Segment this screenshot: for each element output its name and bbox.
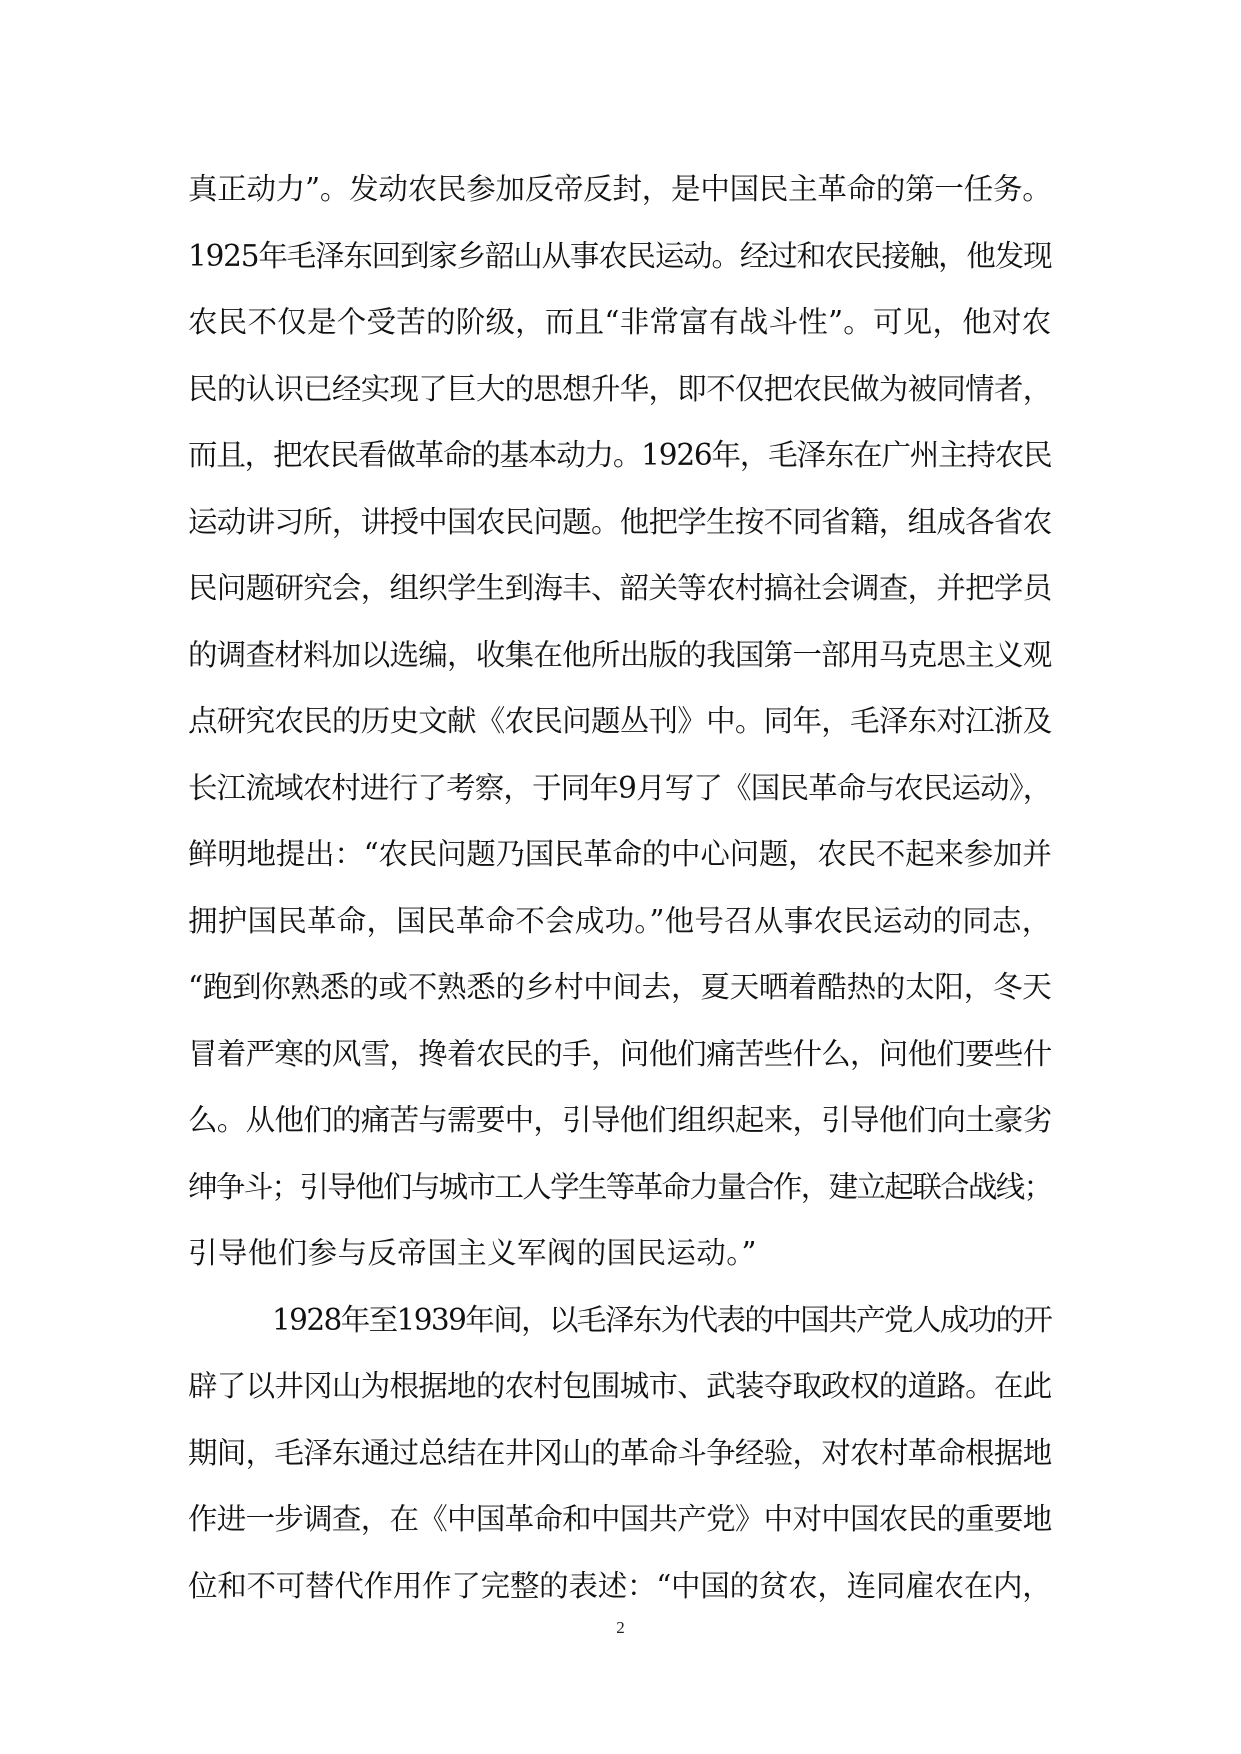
text-line: 拥护国民革命，国民革命不会成功。”他号召从事农民运动的同志， — [188, 903, 1052, 938]
text-line: “跑到你熟悉的或不熟悉的乡村中间去，夏天晒着酷热的太阳，冬天 — [188, 970, 1052, 1004]
paragraph — [188, 156, 1053, 1287]
page-number: 2 — [616, 1618, 625, 1637]
text-line: 1925年毛泽东回到家乡韶山从事农民运动。经过和农民接触，他发现 — [188, 238, 1052, 273]
text-line: 辟了以井冈山为根据地的农村包围城市、武装夺取政权的道路。在此 — [188, 1369, 1052, 1403]
text-line: 长江流域农村进行了考察，于同年9月写了《国民革命与农民运动》， — [188, 770, 1052, 805]
text-line: 冒着严寒的风雪，搀着农民的手，问他们痛苦些什么，问他们要些什 — [188, 1036, 1052, 1071]
paragraph — [188, 1287, 1053, 1620]
text-line: 民的认识已经实现了巨大的思想升华，即不仅把农民做为被同情者， — [188, 371, 1052, 406]
text-line: 期间，毛泽东通过总结在井冈山的革命斗争经验，对农村革命根据地 — [188, 1435, 1052, 1470]
text-line: 绅争斗；引导他们与城市工人学生等革命力量合作，建立起联合战线； — [188, 1169, 1052, 1204]
text-line: 位和不可替代作用作了完整的表述：“中国的贫农，连同雇农在内， — [188, 1568, 1052, 1603]
text-line: 运动讲习所，讲授中国农民问题。他把学生按不同省籍，组成各省农 — [188, 504, 1052, 539]
text-line: 农民不仅是个受苦的阶级，而且“非常富有战斗性”。可见，他对农 — [188, 305, 1052, 339]
text-line: 民问题研究会，组织学生到海丰、韶关等农村搞社会调查，并把学员 — [188, 571, 1052, 605]
text-line: 作进一步调查，在《中国革命和中国共产党》中对中国农民的重要地 — [188, 1502, 1052, 1536]
text-line: 1928年至1939年间，以毛泽东为代表的中国共产党人成功的开 — [272, 1302, 1052, 1337]
body-text — [188, 156, 1053, 1619]
text-line: 引导他们参与反帝国主义军阀的国民运动。” — [188, 1236, 757, 1270]
text-line: 真正动力”。发动农民参加反帝反封，是中国民主革命的第一任务。 — [188, 172, 1052, 206]
text-line: 么。从他们的痛苦与需要中，引导他们组织起来，引导他们向土豪劣 — [188, 1103, 1052, 1137]
text-line: 鲜明地提出：“农民问题乃国民革命的中心问题，农民不起来参加并 — [188, 837, 1052, 871]
text-line: 而且，把农民看做革命的基本动力。1926年，毛泽东在广州主持农民 — [188, 438, 1052, 472]
text-line: 点研究农民的历史文献《农民问题丛刊》中。同年，毛泽东对江浙及 — [188, 704, 1052, 738]
text-line: 的调查材料加以选编，收集在他所出版的我国第一部用马克思主义观 — [188, 637, 1052, 672]
